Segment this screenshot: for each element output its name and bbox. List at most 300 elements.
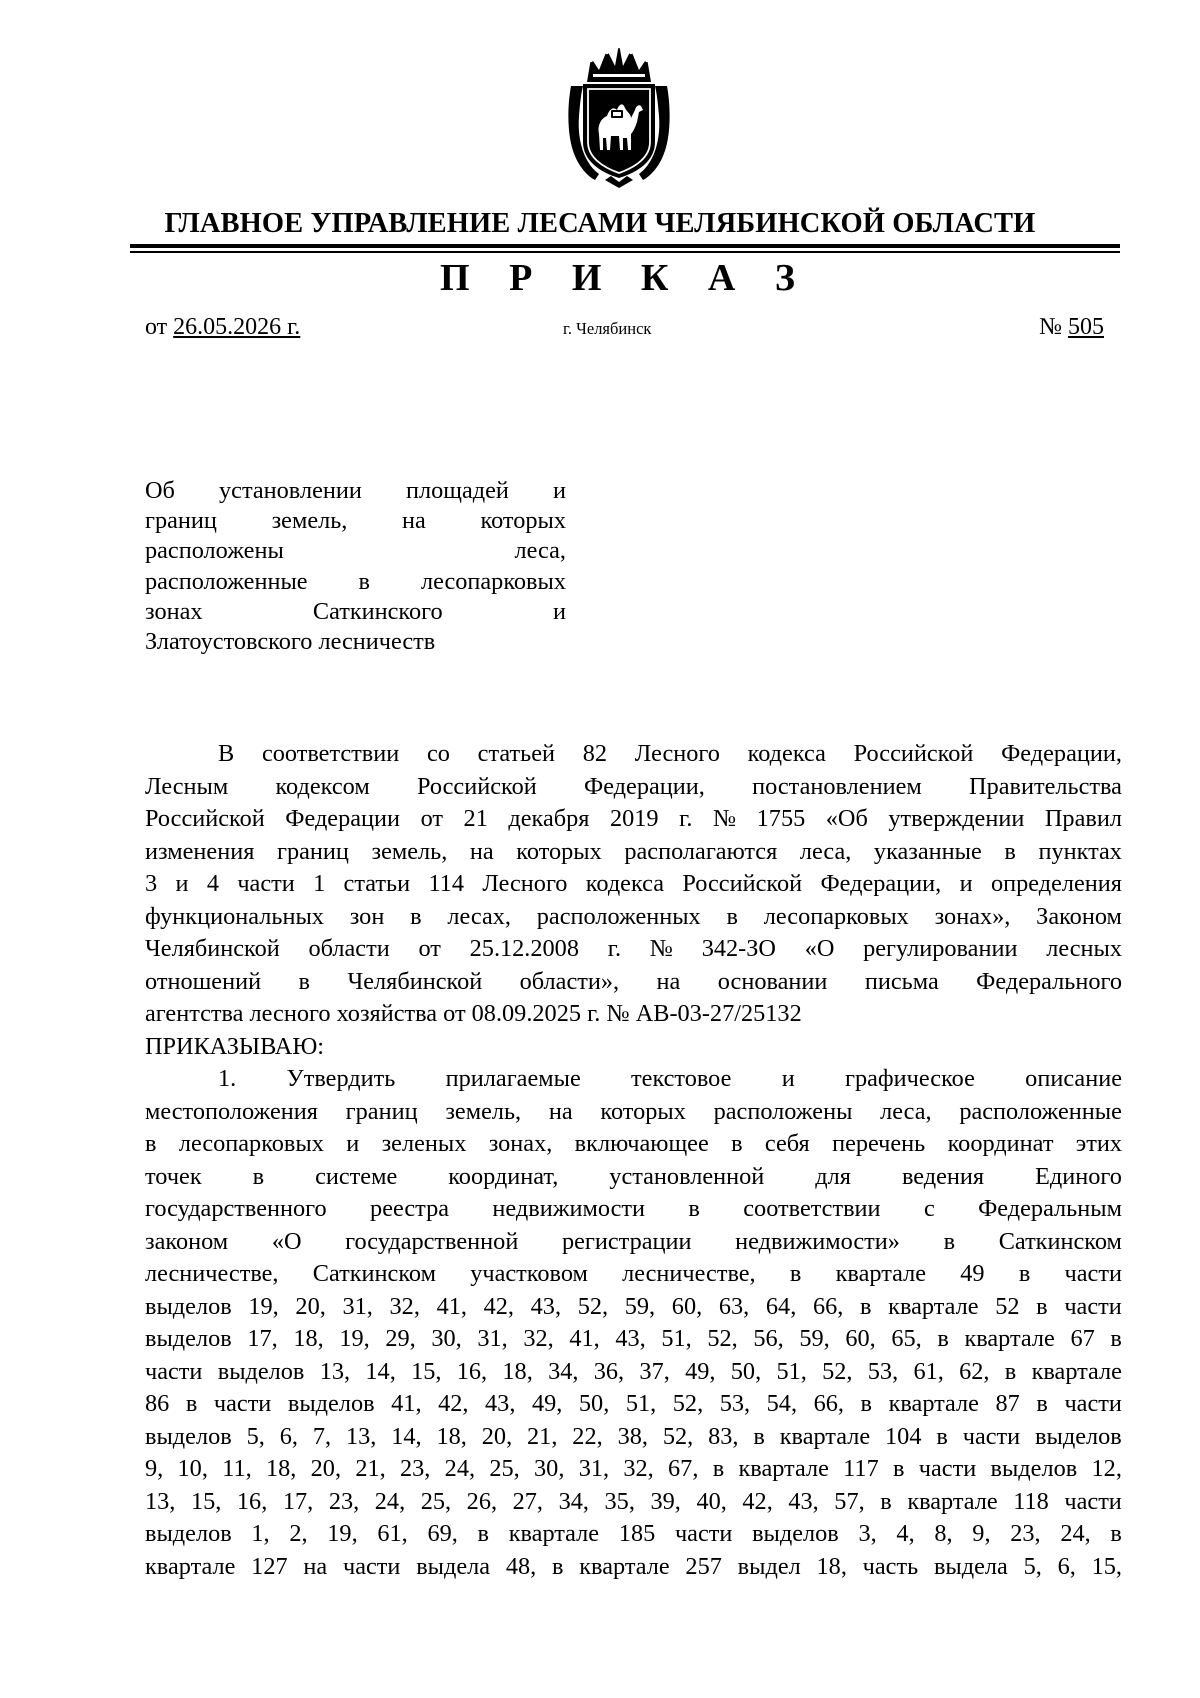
body-word: 30, <box>534 1455 565 1482</box>
body-word: 4, <box>896 1520 915 1547</box>
body-word: 25, <box>489 1455 520 1482</box>
body-word: лесопарковых <box>763 902 909 930</box>
body-word: «Об <box>825 805 868 832</box>
body-line <box>145 803 1122 836</box>
body-word: 42, <box>438 1390 469 1417</box>
body-word: 342-ЗО <box>701 935 776 962</box>
body-word: 14, <box>365 1357 396 1385</box>
body-word: 7, <box>312 1422 332 1450</box>
body-word: регулировании <box>863 935 1018 962</box>
subject-line <box>145 506 566 536</box>
body-word: Утвердить <box>286 1065 396 1092</box>
body-word: с <box>923 1195 935 1222</box>
number-value: 505 <box>1068 314 1104 340</box>
body-word: Федерации, <box>584 772 705 800</box>
body-word: 32, <box>623 1455 654 1482</box>
body-word: законом <box>145 1227 229 1255</box>
body-line: агентства лесного хозяйства от 08.09.2025 г. № АВ-03-27/25132 <box>145 1000 802 1027</box>
body-word: 13, <box>319 1357 351 1385</box>
body-word: земель, <box>371 837 448 865</box>
body-word: 34, <box>548 1357 579 1385</box>
body-word: 36, <box>593 1357 625 1385</box>
body-word: 57, <box>834 1487 865 1515</box>
body-word: графическое <box>845 1065 975 1092</box>
body-word: 9, <box>972 1520 991 1547</box>
body-word: 16, <box>236 1487 268 1515</box>
body-word: выделов <box>287 1390 375 1417</box>
body-word: 52, <box>672 1390 704 1417</box>
body-word: 27, <box>512 1487 543 1515</box>
body-word: в <box>731 1130 743 1157</box>
body-word: координат <box>947 1130 1054 1157</box>
body-word: в <box>860 1390 873 1417</box>
body-word: 17, <box>282 1487 314 1515</box>
subject-word: установлении <box>219 477 362 504</box>
body-word: 54, <box>766 1390 798 1417</box>
body-word: границ <box>276 837 349 865</box>
body-word: в <box>936 1422 948 1450</box>
subject-word: на <box>402 507 426 535</box>
body-word: области», <box>519 967 620 995</box>
body-word: местоположения <box>145 1097 318 1125</box>
body-word: 87 <box>995 1390 1020 1417</box>
body-word: 2019 <box>609 805 659 832</box>
body-line <box>145 1388 1122 1421</box>
body-word: изменения <box>145 837 255 865</box>
body-word: и <box>346 1130 360 1157</box>
body-word: в <box>893 1455 905 1482</box>
subject-word: расположены <box>145 537 284 565</box>
body-word: постановлением <box>752 772 922 800</box>
body-word: 3 <box>145 870 158 897</box>
body-word: со <box>426 740 450 767</box>
body-word: расположены <box>713 1097 853 1125</box>
body-word: 5, <box>246 1422 265 1450</box>
body-line <box>145 966 1122 999</box>
body-word: Российской <box>853 740 974 767</box>
body-word: в <box>726 902 738 930</box>
body-line <box>145 1258 1122 1291</box>
body-word: Федерации, <box>820 870 942 897</box>
body-word: 118 <box>1013 1487 1049 1515</box>
body-word: № <box>649 935 673 962</box>
body-word: в <box>185 1390 198 1417</box>
body-word: зеленых <box>381 1130 467 1157</box>
body-word: в <box>1110 1520 1122 1547</box>
body-word: 53, <box>867 1357 899 1385</box>
body-line <box>145 1226 1122 1259</box>
body-word: декабря <box>508 805 590 832</box>
body-word: леса, <box>880 1097 932 1125</box>
body-word: 9, <box>145 1455 164 1482</box>
body-word: в <box>712 1455 725 1482</box>
body-word: в <box>298 967 311 995</box>
body-word: которых <box>600 1097 686 1125</box>
body-word: 19, <box>339 1325 370 1352</box>
body-line <box>145 1291 1122 1324</box>
body-word: 49 <box>960 1260 985 1287</box>
body-word: выделов <box>145 1422 232 1450</box>
date-prefix: от <box>145 314 168 340</box>
body-word: себя <box>764 1130 810 1157</box>
body-word: 19, <box>327 1520 358 1547</box>
body-word: 32, <box>523 1325 554 1352</box>
body-word: на <box>656 967 681 995</box>
body-word: на <box>548 1097 573 1125</box>
body-word: области <box>308 935 390 962</box>
body-word: недвижимости» <box>735 1227 900 1255</box>
body-word: функциональных <box>145 902 324 930</box>
organization-name: ГЛАВНОЕ УПРАВЛЕНИЕ ЛЕСАМИ ЧЕЛЯБИНСКОЙ ОБЛАСТИ <box>164 208 1036 239</box>
body-word: 41, <box>391 1390 422 1417</box>
body-word: 127 <box>251 1552 288 1580</box>
body-word: 69, <box>427 1520 458 1547</box>
body-word: 10, <box>177 1455 208 1482</box>
body-word: лесничестве, <box>622 1260 756 1287</box>
body-word: Российской <box>682 870 803 897</box>
subject-line <box>145 627 566 657</box>
body-word: квартале <box>1031 1357 1122 1385</box>
body-word: 38, <box>617 1422 648 1450</box>
body-word: зонах, <box>488 1130 553 1157</box>
body-word: 18, <box>436 1422 467 1450</box>
body-word: квартале <box>738 1455 829 1482</box>
body-word: 25.12.2008 <box>469 935 579 962</box>
body-word: 8, <box>934 1520 953 1547</box>
subject-word: лесопарковых <box>420 567 566 595</box>
body-word: в <box>880 1487 892 1515</box>
body-word: квартале <box>835 1260 927 1287</box>
body-word: 1. <box>218 1065 237 1092</box>
body-word: 67, <box>668 1455 699 1482</box>
body-word: статьей <box>477 740 555 767</box>
body-word: 83, <box>708 1422 739 1450</box>
body-word: Российской <box>416 772 537 800</box>
body-word: Законом <box>1036 902 1122 930</box>
body-word: 49, <box>685 1357 716 1385</box>
subject-word: которых <box>480 507 566 535</box>
body-word: кодекса <box>747 740 826 767</box>
body-word: 43, <box>485 1390 516 1417</box>
body-word: Саткинском <box>998 1227 1122 1255</box>
body-word: Единого <box>1035 1162 1122 1190</box>
body-word: расположенных <box>536 902 701 930</box>
body-word: Правительства <box>969 772 1122 800</box>
body-word: 60, <box>845 1325 876 1352</box>
body-word: части <box>1064 1292 1122 1320</box>
body-word: 35, <box>604 1487 635 1515</box>
body-word: 39, <box>650 1487 681 1515</box>
body-word: кодекса <box>585 870 665 897</box>
body-word: 61, <box>377 1520 408 1547</box>
body-word: 43, <box>615 1325 646 1352</box>
subject-word: площадей <box>405 477 509 504</box>
body-word: ведения <box>901 1162 985 1190</box>
body-word: 66, <box>812 1292 844 1320</box>
body-word: 18, <box>265 1455 297 1482</box>
body-word: квартале <box>779 1422 871 1450</box>
body-word: часть <box>862 1552 919 1580</box>
body-word: квартале <box>145 1552 236 1580</box>
body-word: соответствии <box>743 1195 881 1222</box>
body-word: квартале <box>907 1487 998 1515</box>
order-city: г. Челябинск <box>563 319 652 338</box>
body-word: 49, <box>531 1390 563 1417</box>
body-word: в <box>937 1325 949 1352</box>
body-word: расположенные <box>959 1097 1122 1125</box>
body-word: 50, <box>730 1357 762 1385</box>
body-word: 1755 <box>756 805 806 832</box>
body-word: 42, <box>742 1487 773 1515</box>
body-word: Лесного <box>482 870 568 897</box>
body-word: пунктах <box>1038 837 1122 865</box>
body-word: лесничестве, <box>145 1260 279 1287</box>
body-line <box>145 1128 1122 1161</box>
body-word: зонах», <box>934 902 1011 930</box>
body-word: В <box>218 740 235 767</box>
body-word: 51, <box>661 1325 692 1352</box>
order-date <box>145 312 300 342</box>
body-word: 21 <box>463 805 488 832</box>
body-word: 53, <box>719 1390 751 1417</box>
body-word: выдел <box>737 1552 801 1580</box>
body-line <box>145 1518 1122 1551</box>
body-word: 51, <box>776 1357 807 1385</box>
body-line <box>145 738 1122 771</box>
body-word: в <box>1036 1292 1048 1320</box>
body-line <box>145 836 1122 869</box>
body-word: системе <box>315 1162 398 1190</box>
body-word: 1 <box>313 870 326 897</box>
body-word: Федеральным <box>978 1195 1122 1222</box>
body-word: определения <box>990 870 1122 897</box>
body-word: части <box>1064 1260 1122 1287</box>
body-line <box>145 1096 1122 1129</box>
body-word: 19, <box>248 1292 279 1320</box>
body-word: в <box>688 1195 700 1222</box>
body-word: выделов <box>1035 1422 1122 1450</box>
body-word: 114 <box>428 870 464 897</box>
body-word: 104 <box>885 1422 922 1450</box>
body-word: в <box>1110 1325 1122 1352</box>
body-word: 117 <box>843 1455 879 1482</box>
body-word: части <box>213 1390 272 1417</box>
subject-word: Златоустовского лесничеств <box>145 628 436 656</box>
body-word: 3, <box>858 1520 877 1547</box>
body-word: 23, <box>328 1487 360 1515</box>
body-word: от <box>418 935 441 962</box>
body-word: выдела <box>416 1552 491 1580</box>
body-word: на <box>469 837 494 865</box>
subject-line <box>145 536 566 566</box>
number-prefix: № <box>1039 314 1062 340</box>
body-word: 24, <box>374 1487 406 1515</box>
body-word: статьи <box>343 870 411 897</box>
body-word: выделов <box>145 1520 232 1547</box>
body-word: 52, <box>662 1422 694 1450</box>
body-line <box>145 1421 1122 1454</box>
order-number <box>1039 312 1104 342</box>
body-word: 37, <box>639 1357 670 1385</box>
body-word: и <box>781 1065 795 1092</box>
body-word: квартале <box>964 1325 1055 1352</box>
subject-word: в <box>358 567 371 595</box>
body-line <box>145 1323 1122 1356</box>
body-word: 64, <box>765 1292 797 1320</box>
body-word: 185 <box>618 1520 656 1547</box>
body-word: 32, <box>389 1292 420 1320</box>
body-word: в <box>753 1422 765 1450</box>
body-word: 6, <box>1057 1552 1076 1580</box>
body-word: части <box>145 1357 203 1385</box>
body-word: 16, <box>456 1357 488 1385</box>
body-word: Саткинском <box>312 1260 436 1287</box>
body-word: в <box>1004 837 1016 865</box>
document-type-title: П Р И К А З <box>440 257 810 299</box>
body-word: «О <box>804 935 835 962</box>
body-word: 13, <box>145 1487 176 1515</box>
body-line <box>145 933 1122 966</box>
body-word: части <box>674 1520 733 1547</box>
body-word: 52, <box>822 1357 853 1385</box>
body-word: в <box>1018 1260 1031 1287</box>
header-rule-thin <box>130 251 1120 253</box>
header-rule-thick <box>130 244 1120 248</box>
body-word: квартале <box>579 1552 670 1580</box>
body-word: выдела <box>933 1552 1008 1580</box>
body-word: 26, <box>466 1487 498 1515</box>
body-word: 50, <box>578 1390 610 1417</box>
body-word: 13, <box>345 1422 377 1450</box>
body-word: которых <box>516 837 602 865</box>
subject-word: и <box>552 597 566 625</box>
body-word: № <box>712 805 737 832</box>
body-word: Челябинской <box>347 967 483 995</box>
body-word: для <box>815 1162 851 1190</box>
body-word: 59, <box>799 1325 830 1352</box>
order-directive: ПРИКАЗЫВАЮ: <box>145 1032 325 1060</box>
body-line <box>145 901 1122 934</box>
body-word: перечень <box>832 1130 926 1157</box>
body-word: кодексом <box>275 772 370 800</box>
body-word: 18, <box>293 1325 324 1352</box>
body-word: части <box>962 1422 1021 1450</box>
body-word: письма <box>864 967 939 995</box>
body-word: границ <box>345 1097 418 1125</box>
body-word: 24, <box>1060 1520 1091 1547</box>
body-word: 12, <box>1091 1455 1122 1482</box>
body-word: выделов <box>145 1325 232 1352</box>
body-word: 43, <box>788 1487 819 1515</box>
body-word: 6, <box>279 1422 298 1450</box>
body-word: лесных <box>1046 935 1122 962</box>
body-word: 82 <box>582 740 608 767</box>
body-word: 23, <box>400 1455 431 1482</box>
body-word: 15, <box>1091 1552 1122 1580</box>
body-word: г. <box>607 935 622 962</box>
body-word: 20, <box>310 1455 342 1482</box>
body-word: 43, <box>530 1292 562 1320</box>
body-word: регистрации <box>561 1227 692 1255</box>
body-word: точек <box>145 1162 202 1190</box>
body-word: 41, <box>569 1325 600 1352</box>
body-word: 62, <box>959 1357 990 1385</box>
body-line <box>145 1486 1122 1519</box>
body-word: 41, <box>436 1292 467 1320</box>
body-word: 18, <box>502 1357 533 1385</box>
body-word: 18, <box>816 1552 847 1580</box>
body-word: 15, <box>190 1487 222 1515</box>
subject-word: Саткинского <box>312 597 443 625</box>
body-word: в <box>477 1520 489 1547</box>
body-word: координат, <box>448 1162 559 1190</box>
body-word: установленной <box>609 1162 765 1190</box>
body-word: от <box>420 805 444 832</box>
body-word: 15, <box>411 1357 442 1385</box>
body-word: выделов <box>752 1520 839 1547</box>
body-word: 2, <box>289 1520 308 1547</box>
body-word: в <box>145 1130 157 1157</box>
order-body <box>145 738 1122 1583</box>
subject-word: и <box>552 477 566 504</box>
subject-word: зонах <box>145 597 203 625</box>
body-word: 40, <box>696 1487 727 1515</box>
body-word: включающее <box>574 1130 709 1157</box>
body-word: 60, <box>671 1292 703 1320</box>
body-word: в <box>943 1227 956 1255</box>
body-word: 51, <box>625 1390 657 1417</box>
body-word: 24, <box>444 1455 476 1482</box>
body-line <box>145 1453 1122 1486</box>
body-word: этих <box>1075 1130 1122 1157</box>
body-word: недвижимости <box>492 1195 646 1222</box>
body-word: 67 <box>1070 1325 1095 1352</box>
body-word: лесах, <box>447 902 511 930</box>
body-line <box>145 1551 1122 1584</box>
subject-line <box>145 567 566 597</box>
body-word: Федерации, <box>1001 740 1122 767</box>
body-word: текстовое <box>631 1065 732 1092</box>
body-word: 66, <box>813 1390 844 1417</box>
body-word: и <box>959 870 973 897</box>
body-line <box>145 771 1122 804</box>
body-word: 20, <box>481 1422 513 1450</box>
body-word: в <box>1036 1390 1048 1417</box>
subject-word: границ <box>145 507 217 535</box>
body-word: 22, <box>572 1422 603 1450</box>
body-word: 34, <box>558 1487 589 1515</box>
body-word: 20, <box>295 1292 326 1320</box>
subject-word: леса, <box>514 537 566 565</box>
body-word: квартале <box>508 1520 600 1547</box>
body-word: 29, <box>385 1325 416 1352</box>
body-word: в <box>551 1552 564 1580</box>
body-word: на <box>303 1552 328 1580</box>
body-word: «О <box>271 1227 302 1255</box>
body-word: 65, <box>891 1325 922 1352</box>
body-word: в <box>1004 1357 1017 1385</box>
body-word: Федерации <box>285 805 401 832</box>
body-word: 31, <box>477 1325 508 1352</box>
body-word: описание <box>1025 1065 1122 1092</box>
body-word: квартале <box>888 1292 979 1320</box>
body-line <box>145 868 1122 901</box>
body-word: 42, <box>483 1292 514 1320</box>
body-word: прилагаемые <box>445 1065 581 1092</box>
body-word: 31, <box>342 1292 373 1320</box>
body-word: 61, <box>913 1357 944 1385</box>
body-word: 48, <box>505 1552 537 1580</box>
